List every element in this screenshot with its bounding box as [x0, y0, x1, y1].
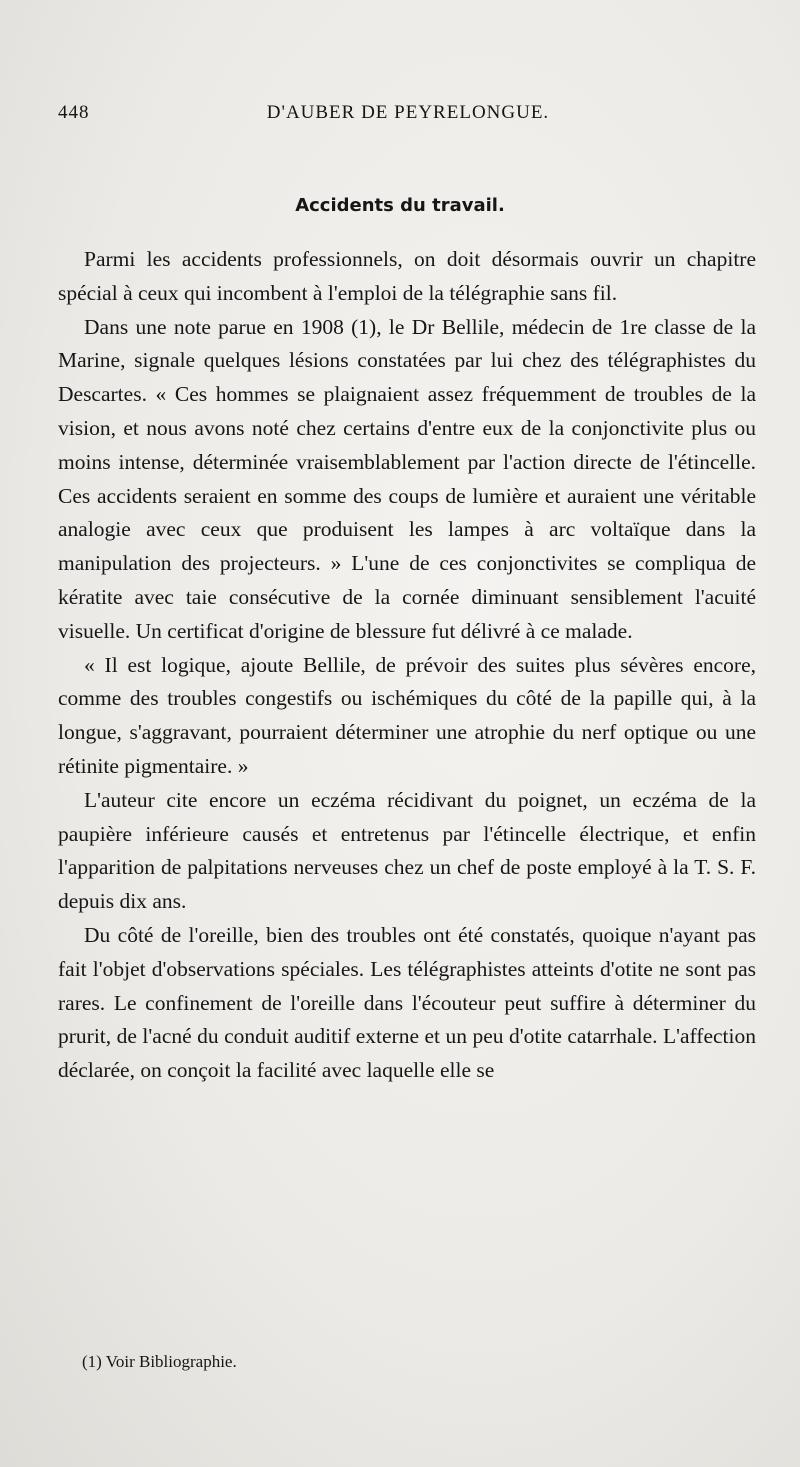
page-header [58, 102, 758, 132]
body-text [58, 243, 756, 1088]
running-head: D'AUBER DE PEYRELONGUE. [266, 102, 550, 123]
section-title: Accidents du travail. [295, 195, 505, 216]
footnote: (1) Voir Bibliographie. [82, 1352, 237, 1371]
paragraph: Dans une note parue en 1908 (1), le Dr Bellile, médecin de 1re classe de la Marine, signale quelques lésions constatées par lui chez des télégraphistes du Descartes. « Ces hommes se plaignaient assez fréquemment de troubles de la vision, et nous avons noté chez certains d'entre eux de la conjonctivite plus ou moins intense, déterminée vraisemblablement par l'action directe de l'étincelle. Ces accidents seraient en somme des coups de lumière et auraient une véritable analogie avec ceux que produisent les lampes à arc voltaïque dans la manipulation des projecteurs. » L'une de ces conjonctivites se compliqua de kératite avec taie consécutive de la cornée diminuant sensiblement l'acuité visuelle. Un certificat d'origine de blessure fut délivré à ce malade. [58, 314, 756, 643]
page-number: 448 [58, 102, 90, 123]
paragraph: Parmi les accidents professionnels, on doit désormais ouvrir un chapitre spécial à ceux qui incombent à l'emploi de la télégraphie sans fil. [58, 247, 756, 305]
paragraph: « Il est logique, ajoute Bellile, de prévoir des suites plus sévères encore, comme des troubles congestifs ou ischémiques du côté de la papille qui, à la longue, s'aggravant, pourraient déterminer une atrophie du nerf optique ou une rétinite pigmentaire. » [58, 652, 756, 778]
paragraph: Du côté de l'oreille, bien des troubles ont été constatés, quoique n'ayant pas fait l'objet d'observations spéciales. Les télégraphistes atteints d'otite ne sont pas rares. Le confinement de l'oreille dans l'écouteur peut suffire à déterminer du prurit, de l'acné du conduit auditif externe et un peu d'otite catarrhale. L'affection déclarée, on conçoit la facilité avec laquelle elle se [58, 922, 756, 1083]
paragraph: L'auteur cite encore un eczéma récidivant du poignet, un eczéma de la paupière inférieure causés et entretenus par l'étincelle électrique, et enfin l'apparition de palpitations nerveuses chez un chef de poste employé à la T. S. F. depuis dix ans. [58, 787, 756, 914]
